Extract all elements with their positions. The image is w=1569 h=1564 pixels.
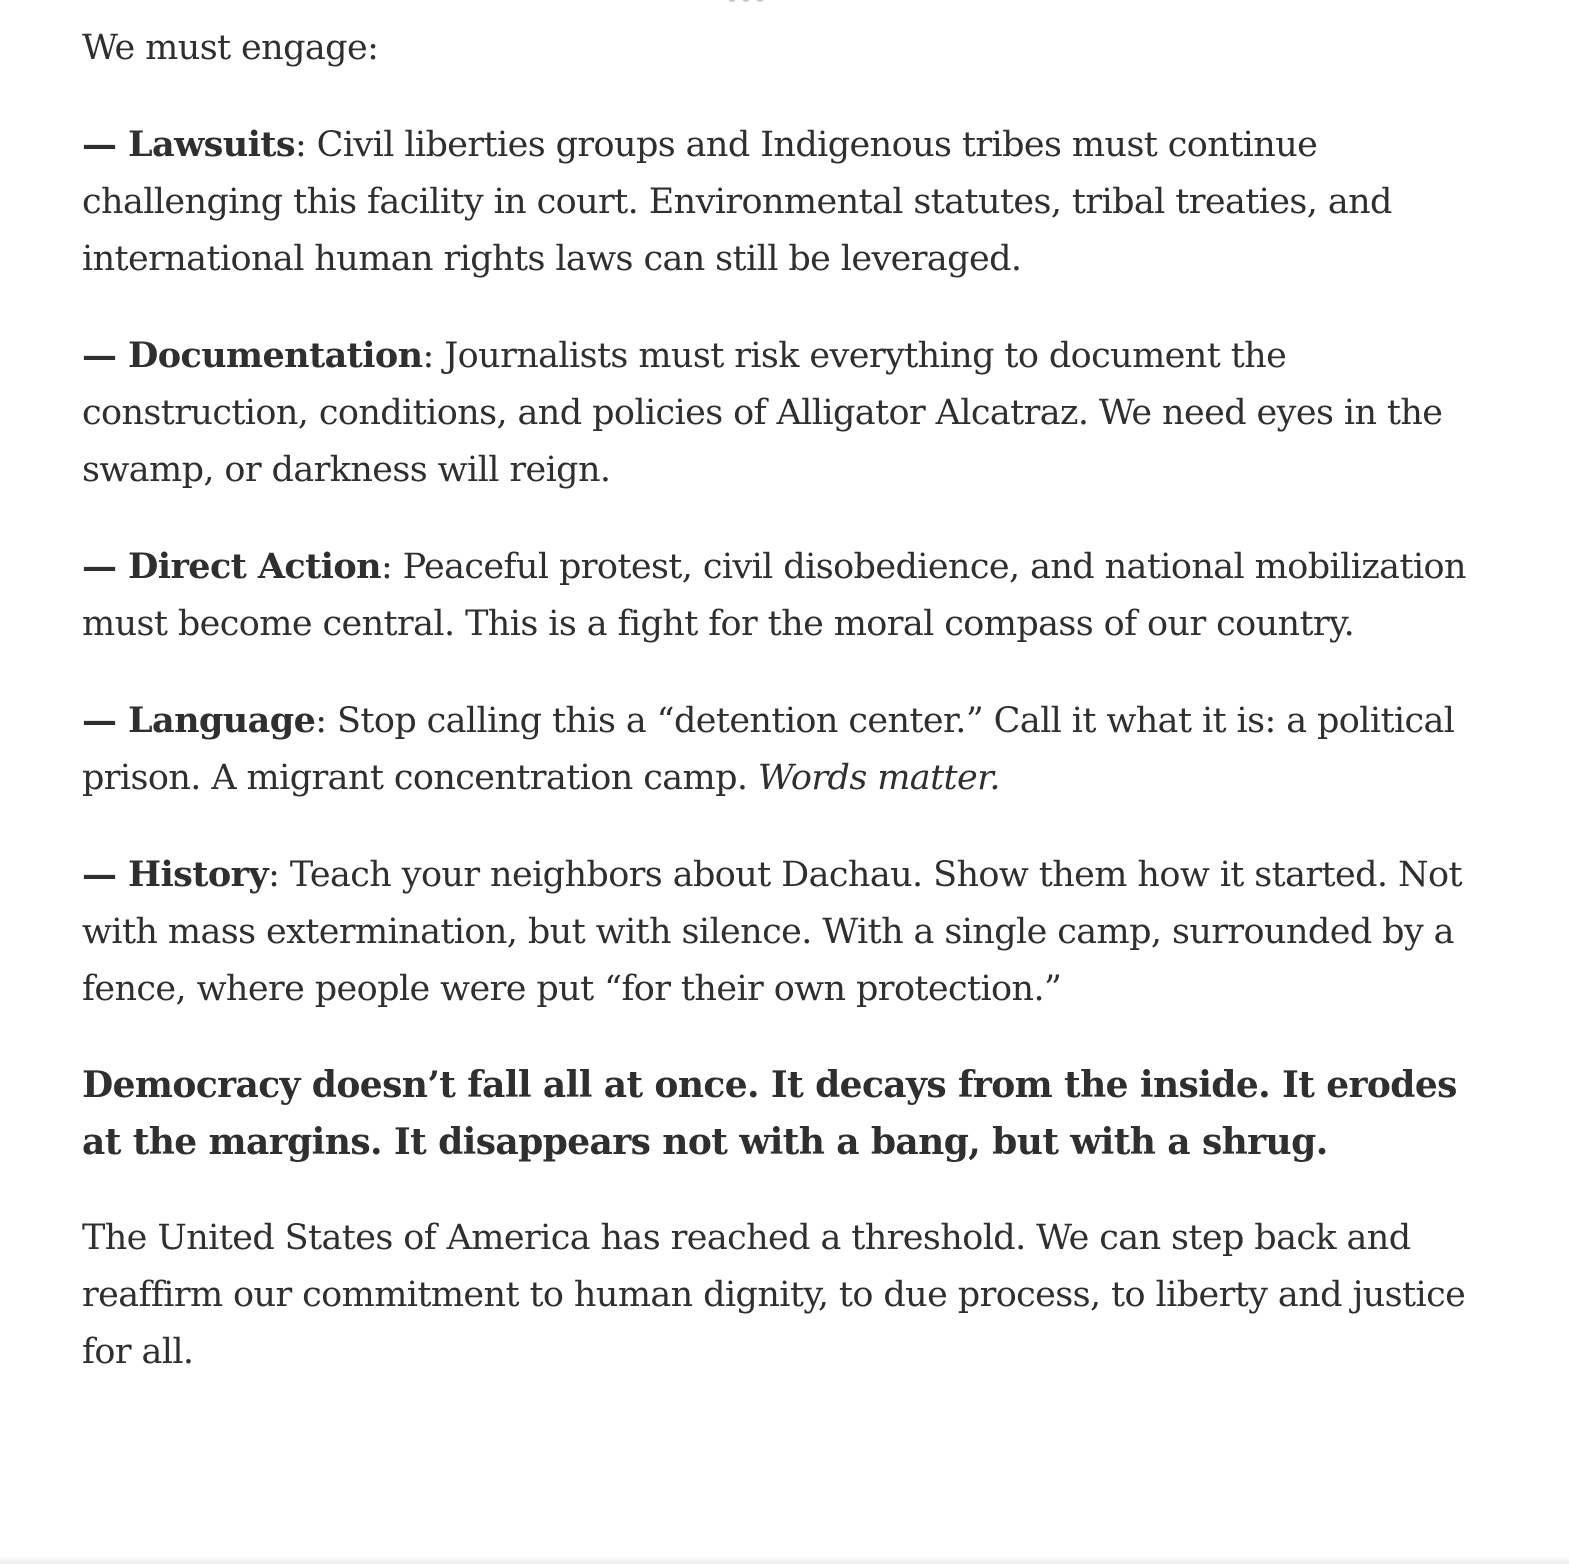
bottom-edge [0,1556,1569,1564]
action-item-language [82,692,1482,807]
dot [728,0,736,2]
em-dash: — [82,700,128,741]
article-body [82,20,1482,1381]
dot [742,0,750,2]
action-item-lawsuits [82,116,1482,288]
item-body: : Teach your neighbors about Dachau. Show them how it started. Not with mass extermination, but with silence. With a single camp, surrounded by a fence, where people were put “for their own protection.” [82,855,1462,1009]
em-dash: — [82,124,128,165]
action-item-direct-action [82,538,1482,653]
item-body: : Peaceful protest, civil disobedience, and national mobilization must become central. This is a fight for the moral compass of our country. [82,547,1466,644]
item-lead: Language [128,700,316,741]
item-lead: Lawsuits [128,124,295,165]
action-item-history [82,846,1482,1018]
item-lead: History [128,854,269,895]
em-dash: — [82,546,128,587]
closing-paragraph: The United States of America has reached a threshold. We can step back and reaffirm our commitment to human dignity, to due process, to liberty and justice for all. [82,1218,1466,1372]
more-dots-icon[interactable] [728,0,764,2]
emphasis-paragraph: Democracy doesn’t fall all at once. It decays from the inside. It erodes at the margins. It disappears not with a bang, but with a shrug. [82,1064,1457,1163]
item-body: : Civil liberties groups and Indigenous tribes must continue challenging this facility in court. Environmental statutes, tribal treaties, and international human rights laws can still be leveraged. [82,125,1392,279]
em-dash: — [82,335,128,376]
action-item-documentation [82,327,1482,499]
item-lead: Direct Action [128,546,381,587]
dot [756,0,764,2]
item-body: : Stop calling this a “detention center.” Call it what it is: a political prison. A migrant concentration camp. [82,701,1455,798]
item-italic: Words matter. [757,758,1000,798]
intro-paragraph: We must engage: [82,28,379,68]
em-dash: — [82,854,128,895]
item-body: : Journalists must risk everything to document the construction, conditions, and policies of Alligator Alcatraz. We need eyes in the swamp, or darkness will reign. [82,336,1443,490]
item-lead: Documentation [128,335,423,376]
